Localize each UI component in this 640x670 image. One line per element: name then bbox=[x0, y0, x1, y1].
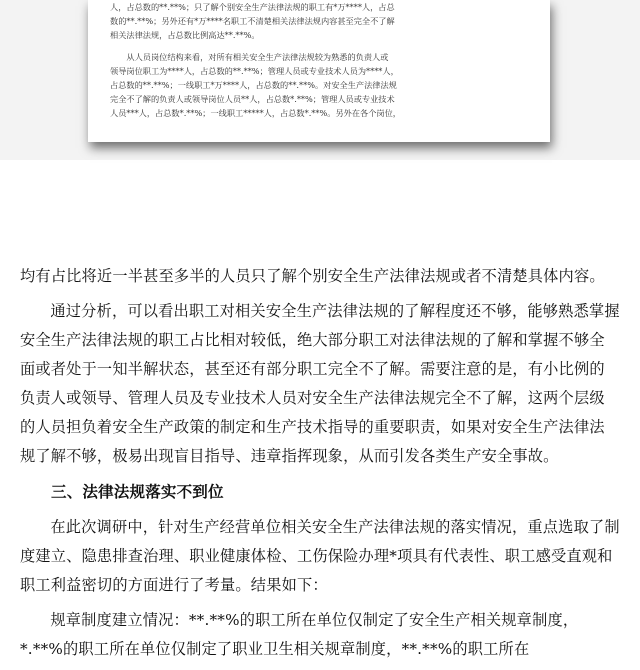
embedded-page-backdrop bbox=[0, 0, 640, 160]
document-body bbox=[20, 262, 620, 670]
section-intro-paragraph: 在此次调研中，针对生产经营单位相关安全生产法律法规的落实情况，重点选取了制度建立、隐患排查治理、职业健康体检、工伤保险办理*项具有代表性、职工感受直观和职工利益密切的方面进行了考量。结果如下： bbox=[20, 518, 620, 594]
embedded-paragraph-line: 人员***人，占总数*.**%；一线职工*****人，占总数*.**%。另外在各个岗位， bbox=[110, 108, 401, 118]
continuation-paragraph: 均有占比将近一半甚至多半的人员只了解个别安全生产法律法规或者不清楚具体内容。 bbox=[20, 267, 605, 285]
embedded-paragraph-line: 从人员岗位结构来看，对所有相关安全生产法律法规较为熟悉的负责人或 bbox=[126, 52, 389, 62]
section-heading: 三、法律法规落实不到位 bbox=[51, 482, 224, 501]
embedded-paragraph-line: 占总数的**.**%；一线职工*万****人，占总数的**.**%。对安全生产法律法规 bbox=[110, 80, 397, 90]
rules-paragraph: 规章制度建立情况：**.**%的职工所在单位仅制定了安全生产相关规章制度，*.**%的职工所在单位仅制定了职业卫生相关规章制度，**.**%的职工所在 bbox=[20, 611, 579, 658]
embedded-paragraph-line: 完全不了解的负责人或领导岗位人员**人，占总数*.**%；管理人员或专业技术 bbox=[110, 94, 395, 104]
embedded-paragraph-line: 领导岗位职工为****人，占总数的**.**%；管理人员或专业技术人员为****人， bbox=[110, 66, 399, 76]
embedded-paragraph-line: 人，占总数的**.**%；只了解个别安全生产法律法规的职工有*万****人，占总 bbox=[110, 2, 395, 12]
embedded-paragraph-line: 数的**.**%；另外还有*万****名职工不清楚相关法律法规内容甚至完全不了解 bbox=[110, 16, 395, 26]
embedded-document-page bbox=[88, 0, 550, 142]
embedded-paragraph-line: 相关法律法规，占总数比例高达**.**%。 bbox=[110, 30, 260, 40]
analysis-paragraph: 通过分析，可以看出职工对相关安全生产法律法规的了解程度还不够，能够熟悉掌握安全生产法律法规的职工占比相对较低，绝大部分职工对法律法规的了解和掌握不够全面或者处于一知半解状态，甚至还有部分职工完全不了解。需要注意的是，有小比例的负责人或领导、管理人员及专业技术人员对安全生产法律法规完全不了解，这两个层级的人员担负着安全生产政策的制定和生产技术指导的重要职责，如果对安全生产法律法规了解不够，极易出现盲目指导、违章指挥现象，从而引发各类生产安全事故。 bbox=[20, 302, 620, 465]
